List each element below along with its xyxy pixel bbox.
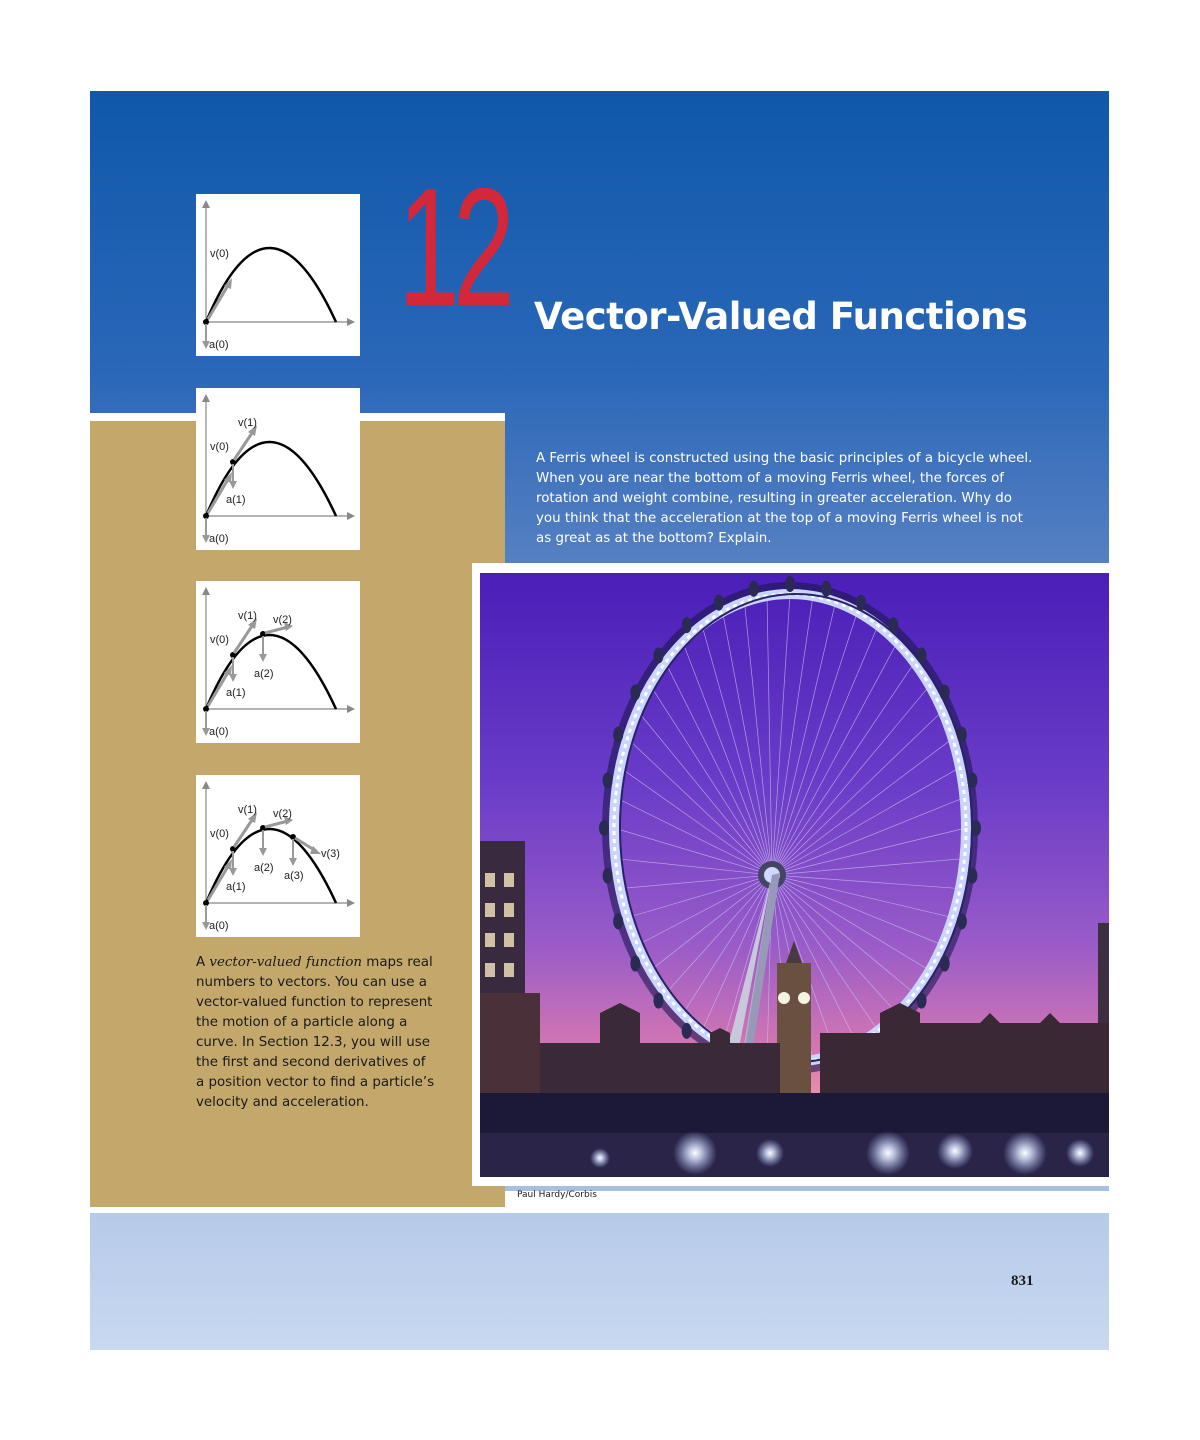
ferris-wheel-photo	[480, 573, 1109, 1177]
velocity-label: v(0)	[210, 828, 229, 840]
velocity-label: v(2)	[273, 808, 292, 820]
trajectory-figure-4	[196, 775, 360, 937]
velocity-label: v(2)	[273, 614, 292, 626]
velocity-label: v(3)	[321, 848, 340, 860]
divider	[90, 1207, 505, 1213]
velocity-label: v(1)	[238, 610, 257, 622]
acceleration-label: a(1)	[226, 494, 246, 506]
acceleration-label: a(1)	[226, 881, 246, 893]
acceleration-label: a(0)	[209, 339, 229, 351]
footer-band	[90, 1213, 1109, 1350]
velocity-label: v(1)	[238, 804, 257, 816]
acceleration-label: a(2)	[254, 668, 274, 680]
intro-paragraph: A Ferris wheel is constructed using the basic principles of a bicycle wheel. When you are near the bottom of a moving Ferris wheel, the forces of rotation and weight combine, resulting in greater acceleration. Why do you think that the acceleration at the top of a moving Ferris wheel is not as great as at the bottom? Explain.	[536, 451, 1033, 546]
divider	[361, 413, 505, 421]
defined-term: vector-valued function	[209, 955, 363, 970]
trajectory-figure-3	[196, 581, 360, 743]
chapter-title: Vector-Valued Functions	[534, 295, 1028, 338]
photo-credit: Paul Hardy/Corbis	[517, 1190, 597, 1200]
sidebar-paragraph: A vector-valued function maps real numbers to vectors. You can use a vector-valued function to represent the motion of a particle along a curve. In Section 12.3, you will use the first and second derivatives of a position vector to find a particle’s velocity and acceleration.	[196, 955, 435, 1110]
acceleration-label: a(2)	[254, 862, 274, 874]
velocity-label: v(0)	[210, 441, 229, 453]
acceleration-label: a(0)	[209, 920, 229, 932]
trajectory-figure-1	[196, 194, 360, 356]
velocity-label: v(1)	[238, 417, 257, 429]
acceleration-label: a(0)	[209, 726, 229, 738]
textbook-page	[90, 91, 1109, 1350]
acceleration-label: a(0)	[209, 533, 229, 545]
trajectory-figure-2	[196, 388, 360, 550]
velocity-label: v(0)	[210, 248, 229, 260]
velocity-label: v(0)	[210, 634, 229, 646]
acceleration-label: a(1)	[226, 687, 246, 699]
acceleration-label: a(3)	[284, 870, 304, 882]
chapter-number: 12	[398, 153, 509, 341]
page-number: 831	[1011, 1273, 1034, 1289]
